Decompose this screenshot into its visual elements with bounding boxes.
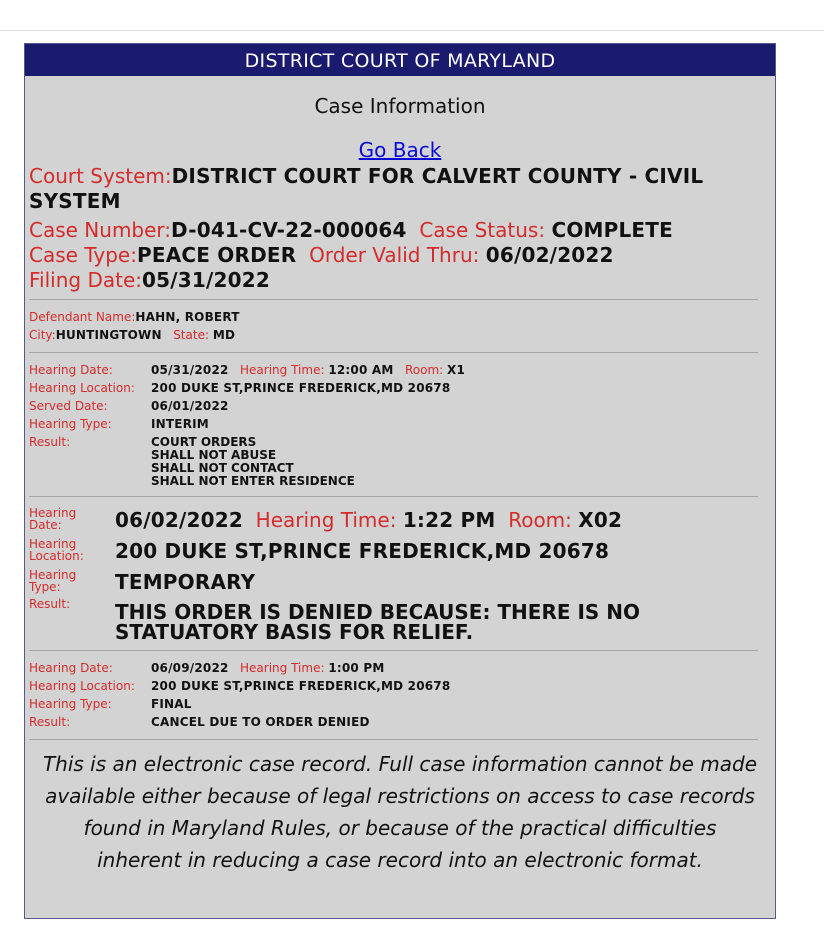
divider <box>29 650 758 651</box>
hearing-type-label: Hearing Type: <box>29 568 77 594</box>
room-value: X02 <box>578 508 623 532</box>
result-label: Result: <box>29 435 71 449</box>
court-system-label: Court System: <box>29 164 172 188</box>
hearing-date-label: Hearing Date: <box>29 506 77 532</box>
hearing-location-value: 200 DUKE ST,PRINCE FREDERICK,MD 20678 <box>115 539 610 563</box>
hearing-location-value: 200 DUKE ST,PRINCE FREDERICK,MD 20678 <box>151 679 451 693</box>
hearing-date-value: 06/02/2022 <box>115 508 243 532</box>
divider <box>29 496 758 497</box>
hearing-type-value: INTERIM <box>151 417 209 431</box>
hearing-type-label: Hearing Type: <box>29 697 112 711</box>
hearing-1 <box>29 361 465 488</box>
case-type-row <box>25 243 775 268</box>
hearing-location-value: 200 DUKE ST,PRINCE FREDERICK,MD 20678 <box>151 381 451 395</box>
hearing-date-value: 06/09/2022 <box>151 661 229 675</box>
page-title: Case Information <box>314 94 486 118</box>
order-valid-value: 06/02/2022 <box>485 243 614 267</box>
hearing-location-label: Hearing Location: <box>29 381 135 395</box>
state-label: State: <box>173 328 209 342</box>
result-label: Result: <box>29 597 71 611</box>
court-system-value: DISTRICT COURT FOR CALVERT COUNTY - CIVIL SYSTEM <box>29 164 704 213</box>
result-line: SHALL NOT CONTACT <box>151 461 294 475</box>
divider <box>29 352 758 353</box>
disclaimer-text: This is an electronic case record. Full case information cannot be made available either because of legal restrictions on access to case records found in Maryland Rules, or because of the practical difficulties inherent in reducing a case record into an electronic format. <box>42 752 758 872</box>
city-label: City: <box>29 328 56 342</box>
hearing-type-label: Hearing Type: <box>29 417 112 431</box>
hearing-time-value: 1:22 PM <box>402 508 496 532</box>
result-line: SHALL NOT ABUSE <box>151 448 277 462</box>
served-date-value: 06/01/2022 <box>151 399 229 413</box>
hearing-type-value: TEMPORARY <box>115 570 256 594</box>
filing-date-row <box>25 268 775 293</box>
go-back-link[interactable]: Go Back <box>358 138 442 162</box>
case-status-value: COMPLETE <box>551 218 674 242</box>
room-value: X1 <box>447 363 466 377</box>
defendant-name-label: Defendant Name: <box>29 310 136 324</box>
hearing-location-label: Hearing Location: <box>29 537 84 563</box>
case-number-value: D-041-CV-22-000064 <box>171 218 407 242</box>
result-line: STATUATORY BASIS FOR RELIEF. <box>115 620 474 644</box>
hearing-3 <box>29 659 450 731</box>
defendant-name-value: HAHN, ROBERT <box>135 310 240 324</box>
served-date-label: Served Date: <box>29 399 108 413</box>
hearing-time-value: 1:00 PM <box>328 661 385 675</box>
hearing-date-label: Hearing Date: <box>29 363 113 377</box>
room-label: Room: <box>508 508 572 532</box>
hearing-date-value: 05/31/2022 <box>151 363 229 377</box>
case-type-label: Case Type: <box>29 243 137 267</box>
hearing-time-label: Hearing Time: <box>255 508 397 532</box>
divider <box>29 739 758 740</box>
hearing-time-value: 12:00 AM <box>328 363 394 377</box>
result-line: COURT ORDERS <box>151 435 257 449</box>
result-label: Result: <box>29 715 71 729</box>
result-value: CANCEL DUE TO ORDER DENIED <box>151 715 370 729</box>
hearing-date-label: Hearing Date: <box>29 661 113 675</box>
case-type-value: PEACE ORDER <box>136 243 297 267</box>
case-number-label: Case Number: <box>29 218 172 242</box>
divider <box>29 299 758 300</box>
defendant-name-row <box>25 308 775 326</box>
state-value: MD <box>212 328 236 342</box>
room-label: Room: <box>405 363 444 377</box>
result-line: SHALL NOT ENTER RESIDENCE <box>151 474 355 488</box>
order-valid-label: Order Valid Thru: <box>309 243 480 267</box>
court-header: DISTRICT COURT OF MARYLAND <box>25 44 775 76</box>
defendant-city-row <box>25 326 775 344</box>
filing-date-value: 05/31/2022 <box>142 268 270 292</box>
result-line: THIS ORDER IS DENIED BECAUSE: THERE IS NO <box>115 600 641 624</box>
case-status-label: Case Status: <box>419 218 546 242</box>
hearing-type-value: FINAL <box>151 697 192 711</box>
hearing-time-label: Hearing Time: <box>240 363 325 377</box>
case-number-row <box>25 218 775 243</box>
filing-date-label: Filing Date: <box>29 268 142 292</box>
case-information-panel <box>24 43 776 919</box>
hearing-time-label: Hearing Time: <box>240 661 325 675</box>
hearing-location-label: Hearing Location: <box>29 679 135 693</box>
top-divider <box>0 30 824 31</box>
court-system-row <box>25 164 775 214</box>
city-value: HUNTINGTOWN <box>55 328 162 342</box>
hearing-2 <box>29 505 640 642</box>
